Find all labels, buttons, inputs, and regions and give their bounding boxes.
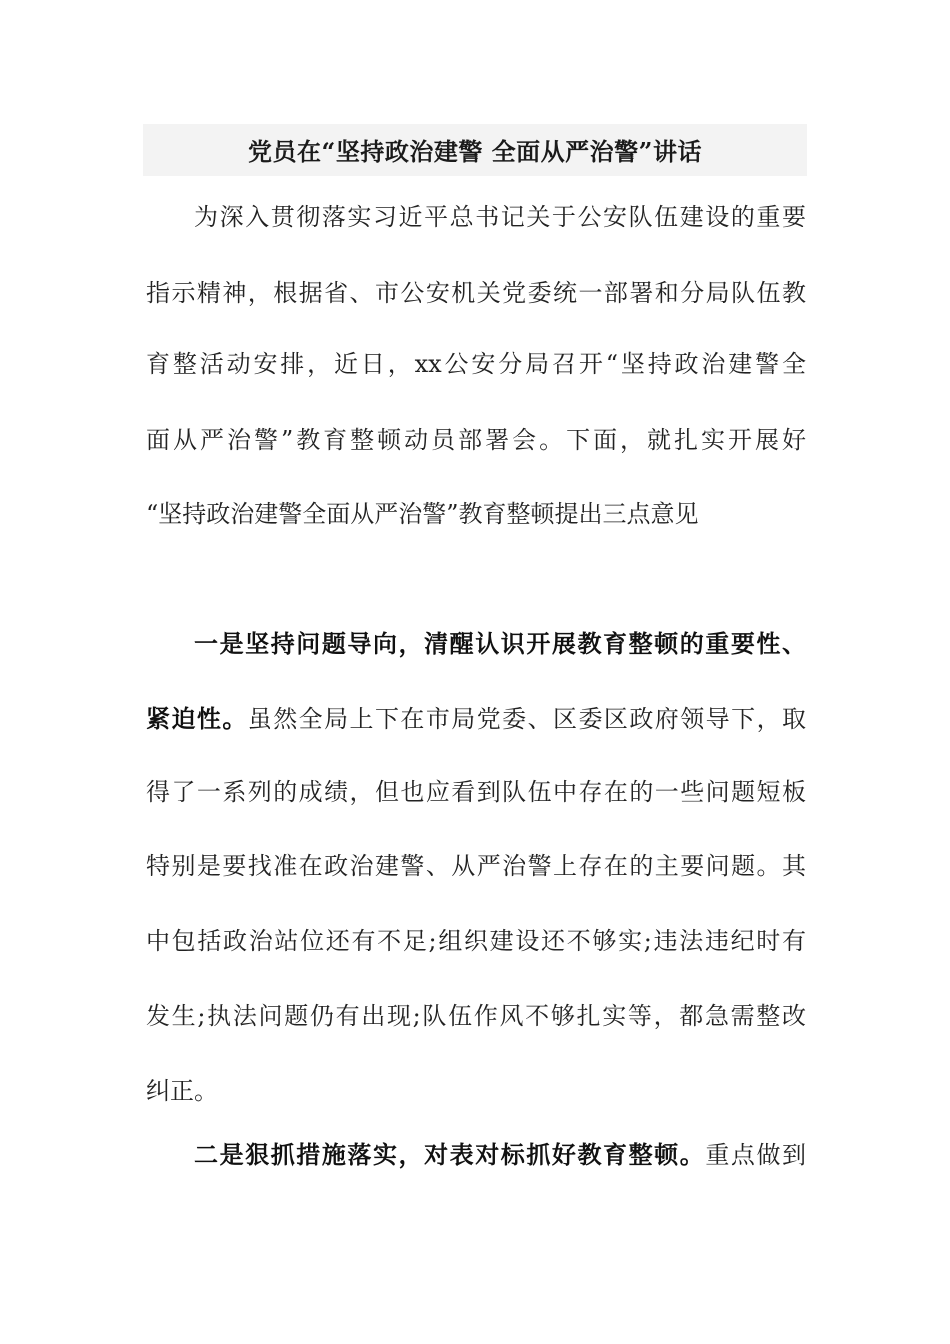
section1-line-1-text: 虽然全局上下在市局党委、区委区政府领导下，取 bbox=[247, 705, 807, 733]
intro-line-3: 育整活动安排，近日，xx公安分局召开“坚持政治建警全 bbox=[146, 350, 806, 378]
section1-heading-end: 紧迫性。 bbox=[146, 704, 248, 733]
section1-line-3: 特别是要找准在政治建警、从严治警上存在的主要问题。其 bbox=[146, 852, 806, 880]
intro-line-1: 为深入贯彻落实习近平总书记关于公安队伍建设的重要 bbox=[194, 203, 806, 231]
section1-line-6: 纠正。 bbox=[146, 1077, 218, 1105]
section1-line-2: 得了一系列的成绩，但也应看到队伍中存在的一些问题短板 bbox=[146, 778, 806, 806]
intro-line-5: “坚持政治建警全面从严治警”教育整顿提出三点意见 bbox=[146, 500, 699, 528]
section2-line-1 bbox=[194, 1140, 806, 1170]
section1-line-4: 中包括政治站位还有不足;组织建设还不够实;违法违纪时有 bbox=[146, 927, 806, 955]
section2-heading: 二是狠抓措施落实，对表对标抓好教育整顿。 bbox=[194, 1140, 706, 1169]
intro-line-2: 指示精神，根据省、市公安机关党委统一部署和分局队伍教 bbox=[146, 279, 806, 307]
section1-line-5: 发生;执法问题仍有出现;队伍作风不够扎实等，都急需整改 bbox=[146, 1002, 806, 1030]
section1-heading: 一是坚持问题导向，清醒认识开展教育整顿的重要性、 bbox=[194, 629, 806, 658]
document-title: 党员在“坚持政治建警 全面从严治警”讲话 bbox=[248, 137, 702, 166]
intro-line-4: 面从严治警”教育整顿动员部署会。下面，就扎实开展好 bbox=[146, 426, 806, 454]
section1-line-1 bbox=[146, 704, 806, 734]
section2-line-1-text: 重点做到 bbox=[705, 1141, 807, 1169]
